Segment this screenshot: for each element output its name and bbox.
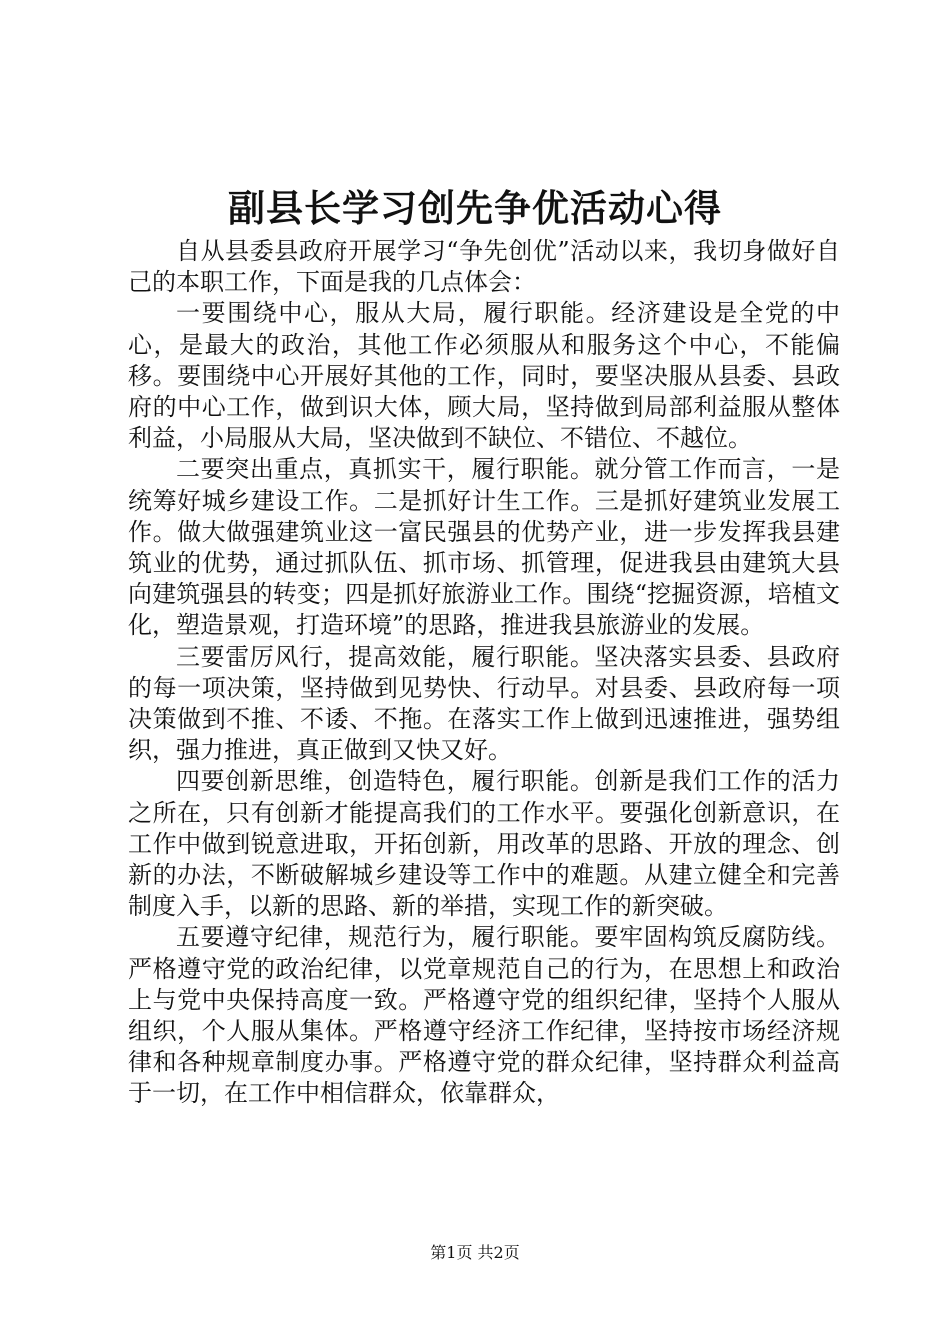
document-title: 副县长学习创先争优活动心得 bbox=[228, 186, 722, 230]
paragraph-point-2: 二要突出重点，真抓实干，履行职能。就分管工作而言，一是统筹好城乡建设工作。二是抓好计生工作。三是抓好建筑业发展工作。做大做强建筑业这一富民强县的优势产业，进一步发挥我县建筑业的优势，通过抓队伍、抓市场、抓管理，促进我县由建筑大县向建筑强县的转变；四是抓好旅游业工作。围绕“挖掘资源，培植文化，塑造景观，打造环境”的思路，推进我县旅游业的发展。 bbox=[128, 455, 840, 640]
page-number-footer: 第1页 共2页 bbox=[430, 1243, 520, 1262]
paragraph-point-3: 三要雷厉风行，提高效能，履行职能。坚决落实县委、县政府的每一项决策，坚持做到见势快、行动早。对县委、县政府每一项决策做到不推、不诿、不拖。在落实工作上做到迅速推进，强势组织，强力推进，真正做到又快又好。 bbox=[128, 642, 840, 765]
paragraph-intro: 自从县委县政府开展学习“争先创优”活动以来，我切身做好自己的本职工作，下面是我的几点体会： bbox=[128, 237, 840, 297]
paragraph-point-1: 一要围绕中心，服从大局，履行职能。经济建设是全党的中心，是最大的政治，其他工作必须服从和服务这个中心，不能偏移。要围绕中心开展好其他的工作，同时，要坚决服从县委、县政府的中心工作，做到识大体，顾大局，坚持做到局部利益服从整体利益，小局服从大局，坚决做到不缺位、不错位、不越位。 bbox=[128, 299, 840, 453]
paragraph-point-5: 五要遵守纪律，规范行为，履行职能。要牢固构筑反腐防线。严格遵守党的政治纪律，以党章规范自己的行为，在思想上和政治上与党中央保持高度一致。严格遵守党的组织纪律，坚持个人服从组织，个人服从集体。严格遵守经济工作纪律，坚持按市场经济规律和各种规章制度办事。严格遵守党的群众纪律，坚持群众利益高于一切，在工作中相信群众，依靠群众， bbox=[128, 923, 840, 1108]
paragraph-point-4: 四要创新思维，创造特色，履行职能。创新是我们工作的活力之所在，只有创新才能提高我们的工作水平。要强化创新意识，在工作中做到锐意进取，开拓创新，用改革的思路、开放的理念、创新的办法，不断破解城乡建设等工作中的难题。从建立健全和完善制度入手，以新的思路、新的举措，实现工作的新突破。 bbox=[128, 767, 840, 921]
document-body bbox=[128, 236, 840, 1110]
